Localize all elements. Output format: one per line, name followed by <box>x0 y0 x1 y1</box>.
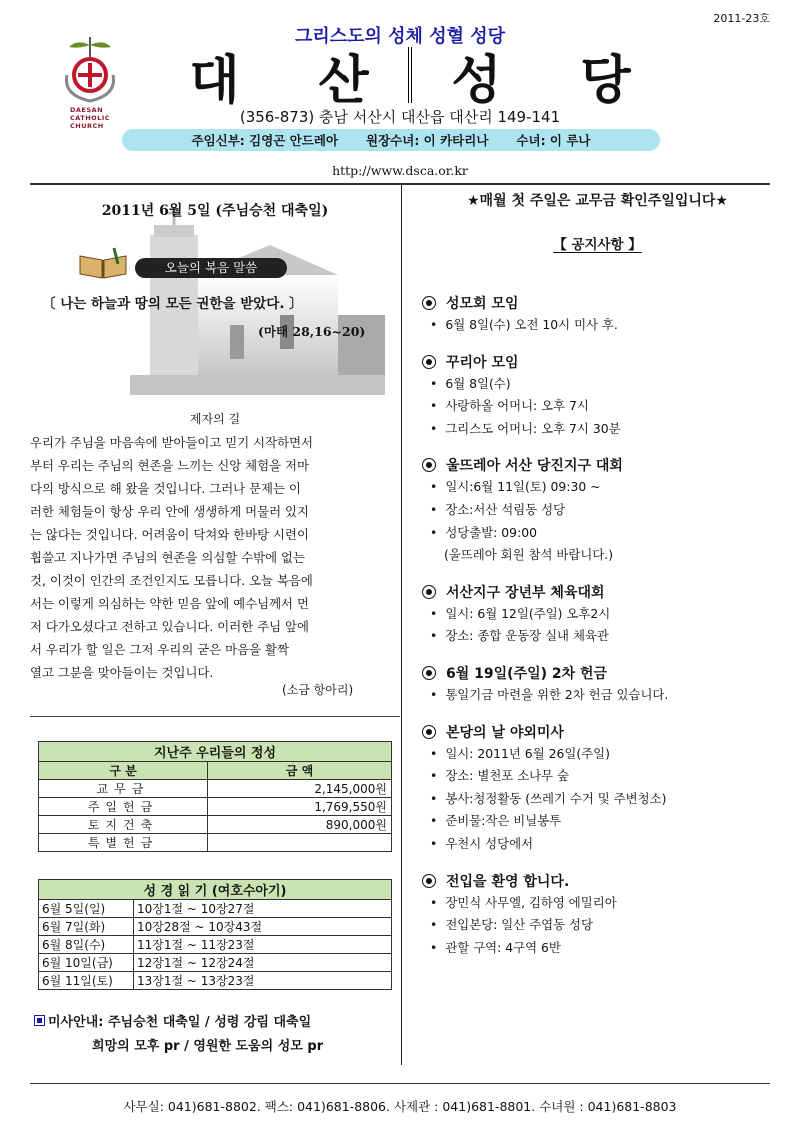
notice-title: 【 공지사항 】 <box>553 237 642 253</box>
website-link[interactable]: http://www.dsca.or.kr <box>332 163 468 178</box>
list-item: • 일시: 2011년 6월 26일(주일) <box>422 743 792 766</box>
list-item: • 장소: 종합 운동장 실내 체육관 <box>422 625 792 648</box>
essay-line: 것, 이것이 인간의 조건인지도 모릅니다. 오늘 복음에 <box>30 573 313 588</box>
header-divider <box>30 183 770 185</box>
offering-header-amount: 금 액 <box>208 762 392 780</box>
list-item: • 성당출발: 09:00 <box>422 522 792 545</box>
table-row: 6월 7일(화) 10장28절 ~ 10장43절 <box>39 918 392 936</box>
list-item: • 전입본당: 일산 주엽동 성당 <box>422 914 792 937</box>
essay-line: 휩쓸고 지나가면 주님의 현존을 의심할 수밖에 없는 <box>30 550 305 565</box>
list-item: • 장소:서산 석림동 성당 <box>422 499 792 522</box>
title-char: 산 <box>318 49 369 111</box>
offering-title: 지난주 우리들의 정성 <box>39 742 392 762</box>
essay-line: 우리가 주님을 마음속에 받아들이고 믿기 시작하면서 <box>30 435 314 450</box>
reading-title: 성 경 읽 기 (여호수아기) <box>39 880 392 900</box>
notice-list <box>422 292 792 959</box>
gospel-quote: 〔 나는 하늘과 땅의 모든 권한을 받았다. 〕 <box>42 296 303 312</box>
essay-line: 서는 이렇게 의심하는 약한 믿음 앞에 예수님께서 먼 <box>30 596 309 611</box>
notice-heading: 성모회 모임 <box>422 292 792 314</box>
circle-bullet-icon <box>422 666 436 680</box>
bible-reading-table <box>38 879 392 990</box>
notice-heading: 서산지구 장년부 체육대회 <box>422 581 792 603</box>
notice-banner: ★매월 첫 주일은 교무금 확인주일입니다★ <box>467 193 728 209</box>
title-char: 성 <box>451 49 502 111</box>
table-row: 6월 10일(금) 12장1절 ~ 12장24절 <box>39 954 392 972</box>
list-item: • 6월 8일(수) <box>422 373 792 396</box>
staff-sister: 수녀: 이 루나 <box>516 133 591 148</box>
circle-bullet-icon <box>422 296 436 310</box>
staff-pastor: 주임신부: 김영곤 안드레아 <box>191 133 339 148</box>
list-item: • 봉사:청정활동 (쓰레기 수거 및 주변청소) <box>422 788 792 811</box>
list-item: • 준비물:작은 비닐봉투 <box>422 810 792 833</box>
essay-line: 서 우리가 할 일은 그저 우리의 굳은 마음을 활짝 <box>30 642 289 657</box>
gospel-reference: (마태 28,16~20) <box>258 324 366 339</box>
table-row: 6월 11일(토) 13장1절 ~ 13장23절 <box>39 972 392 990</box>
list-item: • 그리스도 어머니: 오후 7시 30분 <box>422 418 792 441</box>
gospel-label: 오늘의 복음 말씀 <box>135 258 287 278</box>
page-title <box>150 44 670 111</box>
list-item: (울뜨레아 회원 참석 바랍니다.) <box>444 547 614 563</box>
essay-title: 제자의 길 <box>189 412 241 426</box>
essay-line: 부터 우리는 주님의 현존을 느끼는 신앙 체험을 저마 <box>30 458 309 473</box>
table-row: 6월 5일(일) 10장1절 ~ 10장27절 <box>39 900 392 918</box>
offering-table <box>38 741 392 852</box>
staff-bar <box>122 129 660 151</box>
address: (356-873) 충남 서산시 대산읍 대산리 149-141 <box>239 108 561 126</box>
notice-heading: 본당의 날 야외미사 <box>422 721 792 743</box>
list-item: • 일시: 6월 12일(주일) 오후2시 <box>422 603 792 626</box>
circle-bullet-icon <box>422 874 436 888</box>
list-item: • 관할 구역: 4구역 6반 <box>422 937 792 960</box>
offering-header-category: 구 분 <box>39 762 208 780</box>
notice-heading: 6월 19일(주일) 2차 헌금 <box>422 662 792 684</box>
table-row: 주일헌금 1,769,550원 <box>39 798 392 816</box>
essay-body <box>30 431 392 684</box>
table-row: 토지건축 890,000원 <box>39 816 392 834</box>
parish-subtitle: 그리스도의 성체 성혈 성당 <box>294 26 506 47</box>
staff-superior: 원장수녀: 이 카타리나 <box>366 133 489 148</box>
mass-info-line: 미사안내: 주님승천 대축일 / 성령 강림 대축일 <box>48 1015 312 1030</box>
square-bullet-icon <box>34 1015 45 1026</box>
footer-contact: 사무실: 041)681-8802. 팩스: 041)681-8806. 사제관 : 041)681-8801. 수녀원 : 041)681-8803 <box>123 1099 677 1114</box>
list-item: • 일시:6월 11일(토) 09:30 ~ <box>422 476 792 499</box>
title-char: 당 <box>580 49 631 111</box>
logo-text: DAESAN CATHOLIC CHURCH <box>70 106 111 130</box>
list-item: • 사랑하올 어머니: 오후 7시 <box>422 395 792 418</box>
essay-source: (소금 항아리) <box>282 683 354 697</box>
table-row: 교무금 2,145,000원 <box>39 780 392 798</box>
circle-bullet-icon <box>422 585 436 599</box>
list-item: • 6월 8일(수) 오전 10시 미사 후. <box>422 314 792 337</box>
circle-bullet-icon <box>422 355 436 369</box>
footer-divider <box>30 1083 770 1084</box>
list-item: • 장민식 사무엘, 김하영 에밀리아 <box>422 892 792 915</box>
essay-line: 저 다가오셨다고 전하고 있습니다. 이러한 주님 앞에 <box>30 619 309 634</box>
notice-heading: 울뜨레아 서산 당진지구 대회 <box>422 454 792 476</box>
essay-line: 열고 그분을 맞아들이는 것입니다. <box>30 665 214 680</box>
list-item: • 통일기금 마련을 위한 2차 헌금 있습니다. <box>422 684 792 707</box>
table-row: 6월 8일(수) 11장1절 ~ 11장23절 <box>39 936 392 954</box>
essay-line: 는 않다는 것입니다. 어려움이 닥쳐와 한바탕 시련이 <box>30 527 309 542</box>
issue-number: 2011-23호 <box>713 12 770 25</box>
notice-heading: 전입을 환영 합니다. <box>422 870 792 892</box>
circle-bullet-icon <box>422 458 436 472</box>
circle-bullet-icon <box>422 725 436 739</box>
section-divider <box>30 716 400 717</box>
essay-line: 다의 방식으로 해 왔을 것입니다. 그러나 문제는 이 <box>30 481 301 496</box>
list-item: • 우천시 성당에서 <box>422 833 792 856</box>
essay-line: 러한 체험들이 항상 우리 안에 생생하게 머물러 있지 <box>30 504 309 519</box>
list-item: • 장소: 별천포 소나무 숲 <box>422 765 792 788</box>
bulletin-date: 2011년 6월 5일 (주님승천 대축일) <box>101 203 329 219</box>
column-divider <box>401 185 402 1065</box>
open-bible-icon <box>78 246 128 280</box>
mass-info <box>34 1011 323 1059</box>
mass-info-line: 희망의 모후 pr / 영원한 도움의 성모 pr <box>92 1039 324 1054</box>
notice-heading: 꾸리아 모임 <box>422 351 792 373</box>
title-char: 대 <box>189 49 240 111</box>
table-row: 특별헌금 <box>39 834 392 852</box>
